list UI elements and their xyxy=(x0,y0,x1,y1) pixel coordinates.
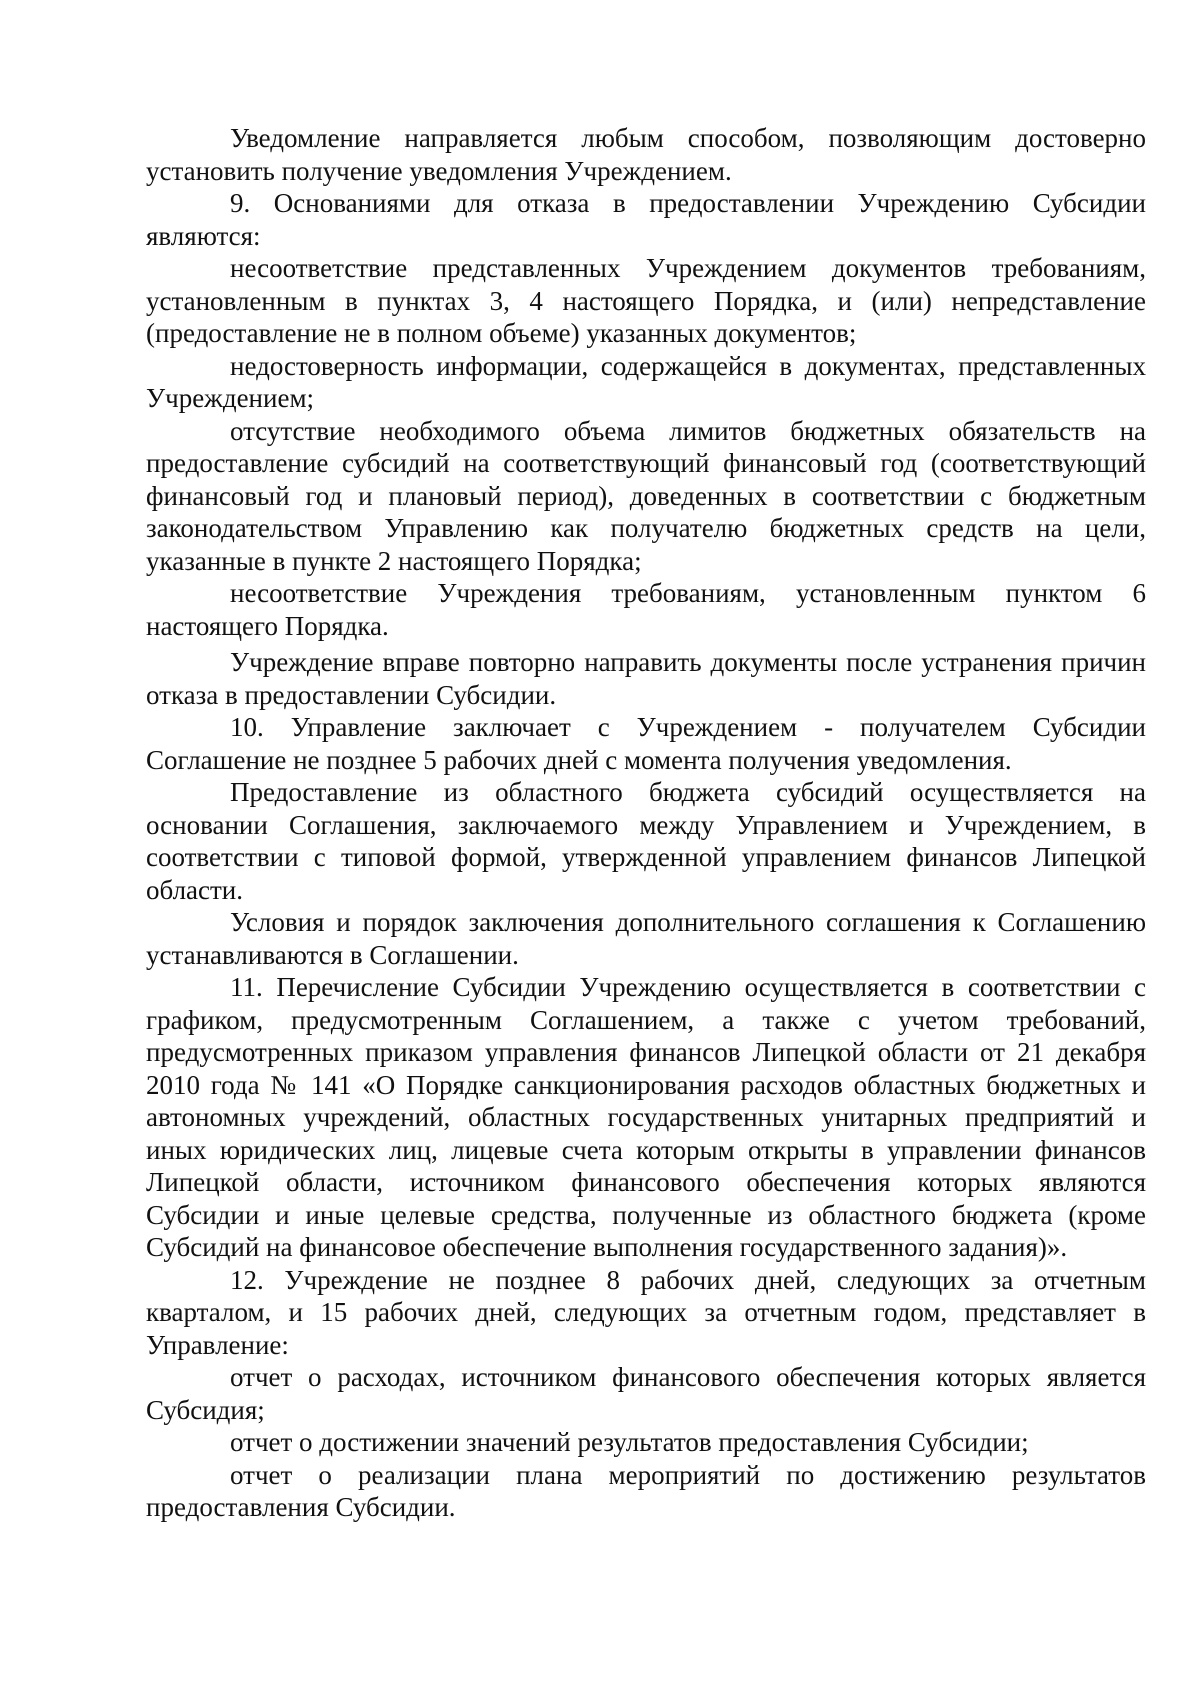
paragraph-report-expenses: отчет о расходах, источником финансового обеспечения которых является Субсидия; xyxy=(146,1362,1146,1425)
paragraph-resubmit-documents: Учреждение вправе повторно направить документы после устранения причин отказа в предоставлении Субсидии. xyxy=(146,647,1146,710)
paragraph-refusal-documents-mismatch: несоответствие представленных Учреждением документов требованиям, установленным в пунктах 3, 4 настоящего Порядка, и (или) непредставление (предоставление не в полном объеме) указанных документов; xyxy=(146,253,1146,348)
paragraph-subsidy-basis: Предоставление из областного бюджета субсидий осуществляется на основании Соглашения, заключаемого между Управлением и Учреждением, в соответствии с типовой формой, утвержденной управлением финансов Липецкой области. xyxy=(146,777,1146,905)
paragraph-additional-agreement: Условия и порядок заключения дополнительного соглашения к Соглашению устанавливаются в Соглашении. xyxy=(146,907,1146,970)
paragraph-11-transfer: 11. Перечисление Субсидии Учреждению осуществляется в соответствии с графиком, предусмотренным Соглашением, а также с учетом требований, предусмотренных приказом управления финансов Липецкой области от 21 декабря 2010 года № 141 «О Порядке санкционирования расходов областных бюджетных и автономных учреждений, областных государственных унитарных предприятий и иных юридических лиц, лицевые счета которым открыты в управлении финансов Липецкой области, источником финансового обеспечения которых являются Субсидии и иные целевые средства, полученные из областного бюджета (кроме Субсидий на финансовое обеспечение выполнения государственного задания)». xyxy=(146,972,1146,1262)
paragraph-refusal-unreliable-info: недостоверность информации, содержащейся в документах, представленных Учреждением; xyxy=(146,350,1146,413)
paragraph-refusal-no-limits: отсутствие необходимого объема лимитов бюджетных обязательств на предоставление субсидий на соответствующий финансовый год (соответствующий финансовый год и плановый период), доведенных в соответствии с бюджетным законодательством Управлению как получателю бюджетных средств на цели, указанные в пункте 2 настоящего Порядка; xyxy=(146,415,1146,576)
document-body xyxy=(146,122,1146,1524)
paragraph-9-refusal-grounds: 9. Основаниями для отказа в предоставлении Учреждению Субсидии являются: xyxy=(146,188,1146,251)
paragraph-refusal-requirements: несоответствие Учреждения требованиям, установленным пунктом 6 настоящего Порядка. xyxy=(146,578,1146,641)
paragraph-report-results: отчет о достижении значений результатов предоставления Субсидии; xyxy=(230,1427,1029,1457)
paragraph-12-reporting: 12. Учреждение не позднее 8 рабочих дней, следующих за отчетным кварталом, и 15 рабочих дней, следующих за отчетным годом, представляет в Управление: xyxy=(146,1264,1146,1360)
paragraph-10-agreement: 10. Управление заключает с Учреждением - получателем Субсидии Соглашение не позднее 5 рабочих дней с момента получения уведомления. xyxy=(146,712,1146,775)
paragraph-report-plan: отчет о реализации плана мероприятий по достижению результатов предоставления Субсидии. xyxy=(146,1459,1146,1522)
paragraph-notification-method: Уведомление направляется любым способом, позволяющим достоверно установить получение уведомления Учреждением. xyxy=(146,123,1146,186)
